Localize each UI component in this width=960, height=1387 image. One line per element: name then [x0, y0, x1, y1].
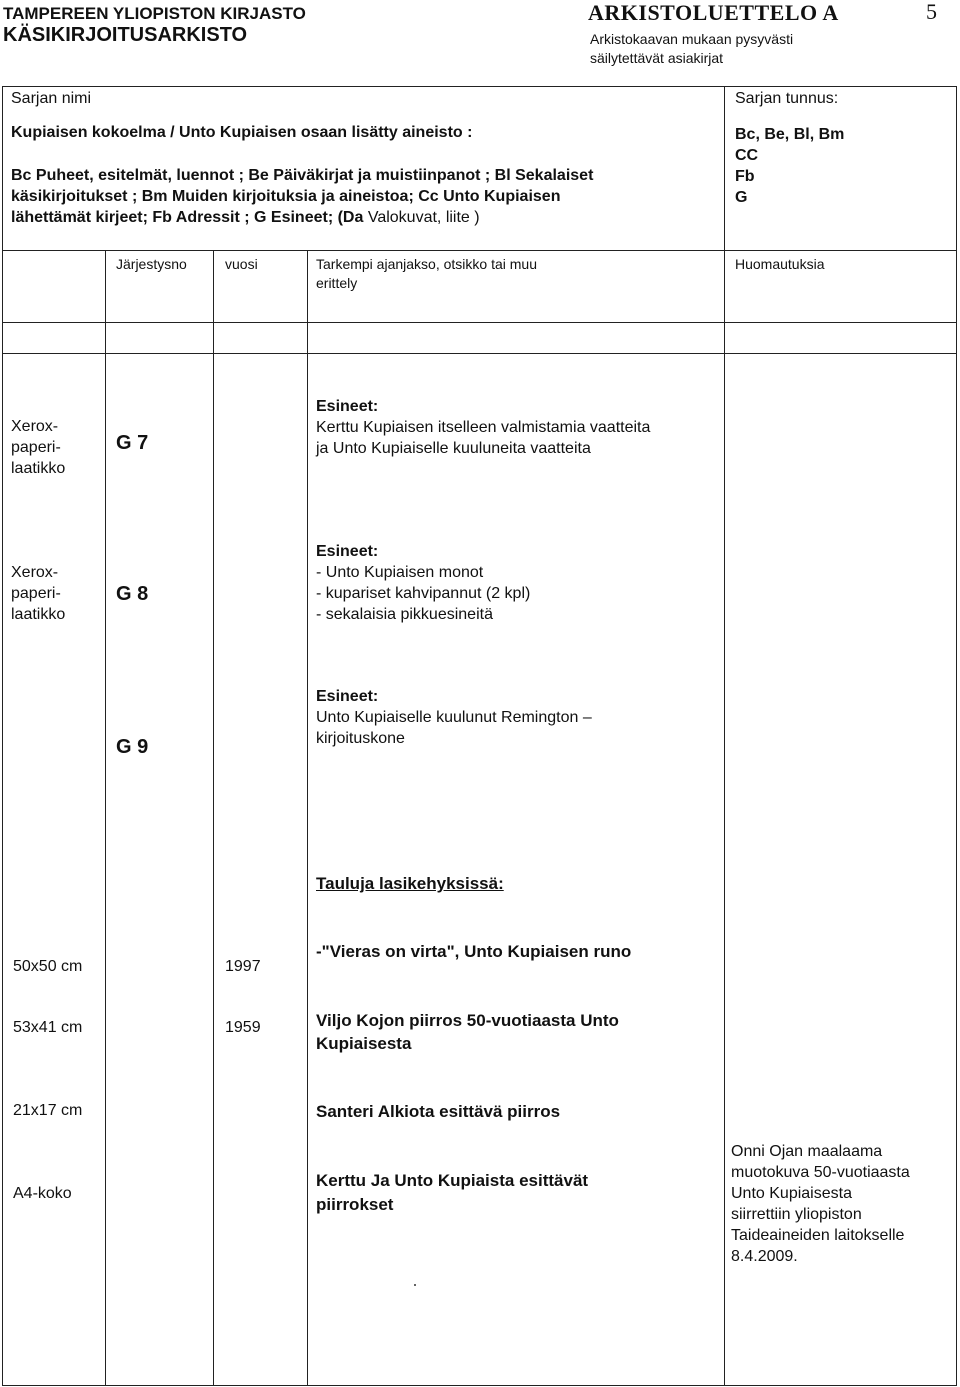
g7-number: G 7 — [116, 432, 149, 454]
painting-note-line3: Unto Kupiaisesta — [731, 1185, 852, 1202]
painting4-title-line2: piirrokset — [316, 1195, 394, 1214]
g7-format-line3: laatikko — [11, 460, 66, 477]
painting-note-line1: Onni Ojan maalaama — [731, 1143, 883, 1160]
painting-note-line2: muotokuva 50-vuotiaasta — [731, 1164, 910, 1181]
series-description-line1: Bc Puheet, esitelmät, luennot ; Be Päiväkirjat ja muistiinpanot ; Bl Sekalaiset — [11, 167, 594, 184]
painting2-size: 53x41 cm — [13, 1019, 83, 1036]
g8-line3: - sekalaisia pikkuesineitä — [316, 606, 493, 623]
paintings-heading: Tauluja lasikehyksissä: — [316, 874, 504, 893]
g7-line2: ja Unto Kupiaiselle kuuluneita vaatteita — [316, 440, 591, 457]
column-header-order: Järjestysno — [116, 256, 187, 272]
order-column-border — [105, 250, 106, 1386]
painting-note-line5: Taideaineiden laitokselle — [731, 1227, 905, 1244]
series-name-heading: Kupiaisen kokoelma / Unto Kupiaisen osaan lisätty aineisto : — [11, 124, 473, 141]
g9-heading: Esineet: — [316, 688, 379, 705]
painting4-title-line1: Kerttu Ja Unto Kupiaista esittävät — [316, 1171, 589, 1190]
g9-line1: Unto Kupiaiselle kuulunut Remington – — [316, 709, 592, 726]
column-header-remarks: Huomautuksia — [735, 256, 825, 272]
g9-number: G 9 — [116, 736, 149, 758]
series-code-2: CC — [735, 147, 759, 164]
column-header-year: vuosi — [225, 256, 258, 272]
year-column-left-border — [213, 250, 214, 1386]
scan-dot — [414, 1284, 416, 1286]
g7-line1: Kerttu Kupiaisen itselleen valmistamia vaatteita — [316, 419, 651, 436]
column-header-detail-line1: Tarkempi ajanjakso, otsikko tai muu — [316, 256, 537, 272]
archive-name: KÄSIKIRJOITUSARKISTO — [3, 24, 248, 46]
column-header-detail-line2: erittely — [316, 275, 358, 291]
series-name-label: Sarjan nimi — [11, 90, 92, 107]
g7-format-line1: Xerox- — [11, 418, 59, 435]
left-border — [2, 86, 3, 1386]
g8-format-line1: Xerox- — [11, 564, 59, 581]
g8-line2: - kupariset kahvipannut (2 kpl) — [316, 585, 531, 602]
g8-format-line2: paperi- — [11, 585, 61, 602]
painting3-title: Santeri Alkiota esittävä piirros — [316, 1102, 561, 1121]
painting2-year: 1959 — [225, 1019, 261, 1036]
painting2-title-line1: Viljo Kojon piirros 50-vuotiaasta Unto — [316, 1011, 619, 1030]
painting3-size: 21x17 cm — [13, 1102, 83, 1119]
g8-number: G 8 — [116, 583, 149, 605]
series-code-1: Bc, Be, Bl, Bm — [735, 126, 845, 143]
list-subtitle-line1: Arkistokaavan mukaan pysyvästi — [590, 31, 794, 47]
series-description-line3 — [11, 207, 480, 228]
painting-note-line6: 8.4.2009. — [731, 1248, 798, 1265]
painting1-size: 50x50 cm — [13, 958, 83, 975]
g8-heading: Esineet: — [316, 543, 379, 560]
remarks-column-border — [724, 86, 725, 1386]
painting-note-line4: siirrettiin yliopiston — [731, 1206, 862, 1223]
series-code-3: Fb — [735, 168, 755, 185]
painting2-title-line2: Kupiaisesta — [316, 1034, 412, 1053]
g8-line1: - Unto Kupiaisen monot — [316, 564, 484, 581]
painting1-year: 1997 — [225, 958, 261, 975]
page-number: 5 — [926, 0, 937, 24]
table-top-border — [2, 86, 957, 87]
right-border — [956, 86, 957, 1386]
g9-line2: kirjoituskone — [316, 730, 405, 747]
series-description-line3-normal: Valokuvat, liite ) — [367, 209, 480, 226]
column-header-bottom-border — [2, 322, 957, 323]
series-code-4: G — [735, 189, 748, 206]
series-description-line2: käsikirjoitukset ; Bm Muiden kirjoituksia ja aineistoa; Cc Unto Kupiaisen — [11, 188, 561, 205]
year-column-right-border — [307, 250, 308, 1386]
table-bottom-border — [2, 1385, 957, 1386]
painting1-title: -"Vieras on virta", Unto Kupiaisen runo — [316, 942, 632, 961]
list-subtitle-line2: säilytettävät asiakirjat — [590, 50, 724, 66]
series-description-line3-bold: lähettämät kirjeet; Fb Adressit ; G Esineet; (Da — [11, 209, 364, 226]
series-bottom-border — [2, 250, 957, 251]
g7-heading: Esineet: — [316, 398, 379, 415]
painting4-size: A4-koko — [13, 1185, 72, 1202]
g7-format-line2: paperi- — [11, 439, 61, 456]
list-title: ARKISTOLUETTELO A — [588, 0, 839, 25]
series-code-label: Sarjan tunnus: — [735, 90, 839, 107]
entries-top-border — [2, 353, 957, 354]
g8-format-line3: laatikko — [11, 606, 66, 623]
org-name: TAMPEREEN YLIOPISTON KIRJASTO — [3, 4, 306, 23]
